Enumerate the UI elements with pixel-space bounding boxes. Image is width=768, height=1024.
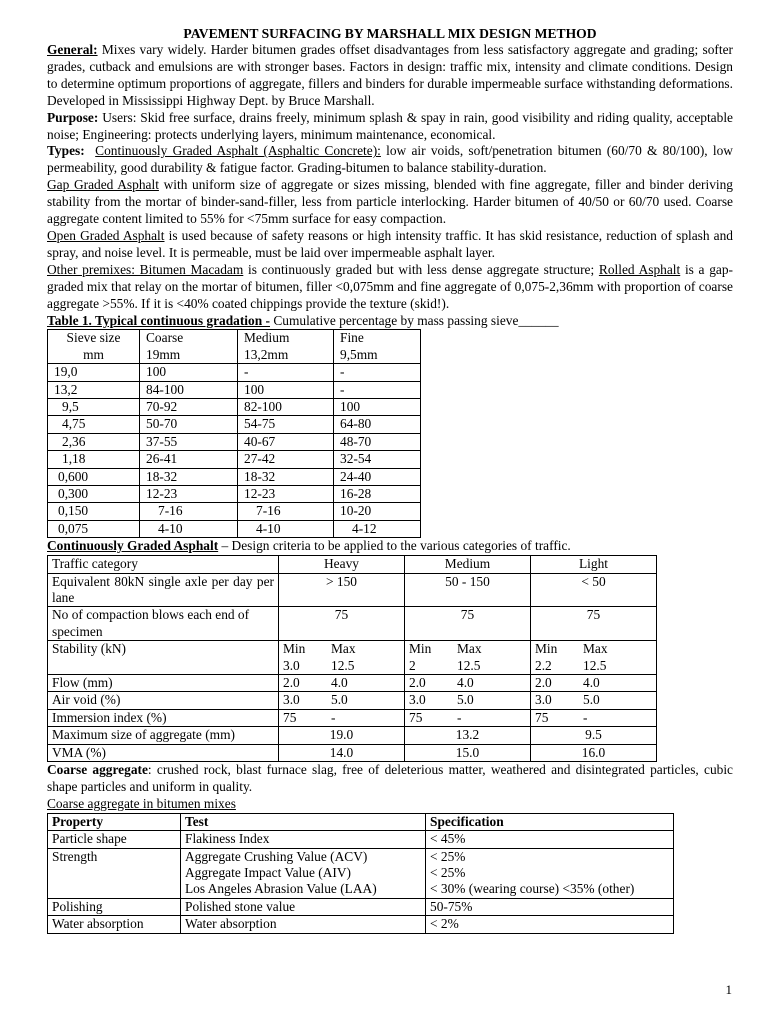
table-cell: Immersion index (%) — [48, 709, 279, 726]
table-row — [48, 848, 674, 898]
table2-caption — [47, 538, 733, 555]
table-cell: 70-92 — [140, 399, 238, 416]
general-text: Mixes vary widely. Harder bitumen grades offset disadvantages from less satisfactory aggregate and grading; softer grades, cutback and emulsions are with stronger bases. Factors in design: traffic mix, intensity and climate conditions. Design to determine optimum proportions of aggregate, fillers and binders for durable impermeable surface withstanding deformations. Developed in Mississippi Highway Dept. by Bruce Marshall. — [47, 42, 734, 108]
spec-value: < 25% — [430, 865, 466, 880]
table1-caption — [47, 313, 733, 330]
value: 2.0 — [409, 675, 426, 691]
table-cell: Fine — [334, 330, 421, 347]
value: 3.0 — [535, 692, 552, 708]
table-cell: < 50 — [531, 573, 657, 607]
page-number: 1 — [725, 982, 732, 997]
test-name: Water absorption — [185, 916, 277, 932]
table-cell: 100 — [334, 399, 421, 416]
table-cell: Equivalent 80kN single axle per day per lane — [48, 573, 279, 607]
spec-value: < 2% — [430, 916, 459, 932]
table-cell: 13,2 — [48, 381, 140, 398]
table-cell: 12-23 — [140, 486, 238, 503]
table-cell — [405, 692, 531, 709]
document-page — [47, 26, 733, 934]
table-cell: 4-10 — [140, 520, 238, 537]
table-cell: 9,5mm — [334, 347, 421, 364]
table-cell: 12-23 — [238, 486, 334, 503]
coarse-label: Coarse aggregate — [47, 762, 148, 778]
table-cell: 37-55 — [140, 433, 238, 450]
value: 12.5 — [331, 657, 355, 673]
rolled-label: Rolled Asphalt — [598, 261, 681, 277]
table-row — [48, 433, 421, 450]
value: - — [583, 709, 588, 725]
min-label: Min — [283, 641, 306, 657]
table-cell — [181, 916, 426, 933]
value: - — [331, 709, 336, 725]
table-row — [48, 556, 657, 573]
other-label: Other premixes: Bitumen Macadam — [47, 261, 244, 277]
other-text: is continuously graded but with less dense aggregate structure; — [248, 261, 595, 277]
table-cell: 48-70 — [334, 433, 421, 450]
table-cell: 14.0 — [279, 744, 405, 761]
table-row — [48, 831, 674, 848]
min-label: Min — [535, 641, 558, 657]
table-row — [48, 364, 421, 381]
purpose-label: Purpose: — [47, 109, 99, 125]
table-cell: Particle shape — [48, 831, 181, 848]
table-row — [48, 381, 421, 398]
table-cell: Air void (%) — [48, 692, 279, 709]
table-row — [48, 916, 674, 933]
table-cell: 75 — [531, 607, 657, 641]
table-cell — [181, 831, 426, 848]
table-row — [48, 641, 657, 675]
table-cell — [181, 898, 426, 915]
table-cell: 27-42 — [238, 451, 334, 468]
value: 12.5 — [583, 657, 607, 673]
table-row — [48, 607, 657, 641]
value: 2.0 — [535, 675, 552, 691]
value: 2 — [409, 657, 416, 673]
table-cell: 24-40 — [334, 468, 421, 485]
value: 4.0 — [331, 675, 348, 691]
table-cell — [279, 709, 405, 726]
design-criteria-table — [47, 555, 657, 762]
table-row — [48, 692, 657, 709]
table-cell: Maximum size of aggregate (mm) — [48, 727, 279, 744]
table-cell: 4,75 — [48, 416, 140, 433]
value: 75 — [535, 709, 549, 725]
max-label: Max — [457, 641, 482, 657]
value: 12.5 — [457, 657, 481, 673]
table-cell: 19.0 — [279, 727, 405, 744]
table-cell: 75 — [405, 607, 531, 641]
table2-caption-label: Continuously Graded Asphalt — [47, 538, 219, 554]
table-cell: Sieve size — [48, 330, 140, 347]
table-cell: 0,300 — [48, 486, 140, 503]
spec-value: < 25% — [430, 848, 466, 864]
general-label: General: — [47, 42, 98, 57]
value: 2.2 — [535, 657, 552, 673]
table-row — [48, 399, 421, 416]
table-row — [48, 727, 657, 744]
oga-paragraph — [47, 228, 733, 262]
value: 2.0 — [283, 675, 300, 691]
coarse-subheading: Coarse aggregate in bitumen mixes — [47, 795, 236, 811]
table-cell: Coarse — [140, 330, 238, 347]
table-header-row — [48, 347, 421, 364]
table-cell: 9.5 — [531, 727, 657, 744]
table-cell: 4-12 — [334, 520, 421, 537]
table-header: Specification — [426, 813, 674, 830]
table-cell: 2,36 — [48, 433, 140, 450]
table-cell: Heavy — [279, 556, 405, 573]
table-row — [48, 486, 421, 503]
table-cell: 75 — [279, 607, 405, 641]
table-cell: 64-80 — [334, 416, 421, 433]
table1-caption-bold: Table 1. Typical continuous gradation - — [47, 312, 270, 328]
value: 3.0 — [283, 692, 300, 708]
table-cell: 15.0 — [405, 744, 531, 761]
table2-caption-rest: – Design criteria to be applied to the various categories of traffic. — [221, 538, 571, 554]
table-cell: 7-16 — [140, 503, 238, 520]
table-row — [48, 709, 657, 726]
table-cell — [531, 675, 657, 692]
table-cell: 50 - 150 — [405, 573, 531, 607]
table-row — [48, 520, 421, 537]
table-cell — [279, 692, 405, 709]
table-cell: 0,150 — [48, 503, 140, 520]
table-cell — [426, 898, 674, 915]
table-cell: 10-20 — [334, 503, 421, 520]
table-cell: 0,600 — [48, 468, 140, 485]
table-row — [48, 503, 421, 520]
cga-text: low air voids, soft/penetration bitumen (60/70 & 80/100), low permeability, good durability & fatigue factor. Grading-bitumen to balance stability-duration. — [47, 143, 733, 176]
table-cell: - — [334, 381, 421, 398]
table-cell: Medium — [405, 556, 531, 573]
test-name: Los Angeles Abrasion Value (LAA) — [185, 881, 377, 897]
table-cell: 1,18 — [48, 451, 140, 468]
table-cell: 18-32 — [238, 468, 334, 485]
table-cell: 32-54 — [334, 451, 421, 468]
table-cell: 13,2mm — [238, 347, 334, 364]
table-cell — [405, 709, 531, 726]
purpose-paragraph — [47, 110, 733, 144]
gga-paragraph — [47, 177, 733, 228]
spec-value: < 30% (wearing course) <35% (other) — [430, 881, 635, 897]
gga-label: Gap Graded Asphalt — [47, 177, 159, 193]
value: 3.0 — [283, 657, 300, 673]
table-cell: Polishing — [48, 898, 181, 915]
general-paragraph — [47, 42, 733, 110]
table-cell — [531, 641, 657, 675]
rolled-text: is a gap-graded mix that relay on the mortar of bitumen, filler <0,075mm and fine aggregate of 0,075-2,36mm with proportion of coarse aggregate >55%. If it is <40% coated chippings provide the texture (skid!). — [47, 261, 733, 311]
test-name: Polished stone value — [185, 898, 296, 914]
table-row — [48, 468, 421, 485]
table-row — [48, 675, 657, 692]
table-cell: VMA (%) — [48, 744, 279, 761]
table-cell: 100 — [140, 364, 238, 381]
spec-value: < 45% — [430, 831, 466, 847]
max-label: Max — [331, 641, 356, 657]
table-cell — [405, 641, 531, 675]
table-cell: 7-16 — [238, 503, 334, 520]
cga-label: Continuously Graded Asphalt (Asphaltic Concrete): — [95, 143, 381, 159]
test-name: Aggregate Crushing Value (ACV) — [185, 848, 368, 864]
table-cell: Traffic category — [48, 556, 279, 573]
table-cell: Medium — [238, 330, 334, 347]
table-header: Property — [48, 813, 181, 830]
table-cell — [426, 831, 674, 848]
types-paragraph — [47, 143, 733, 177]
table-cell: 19,0 — [48, 364, 140, 381]
aggregate-table — [47, 813, 674, 934]
table-cell: Light — [531, 556, 657, 573]
table-row — [48, 416, 421, 433]
table-cell: Strength — [48, 848, 181, 898]
table-cell — [426, 916, 674, 933]
table-cell: 26-41 — [140, 451, 238, 468]
table-cell: 13.2 — [405, 727, 531, 744]
other-paragraph — [47, 262, 733, 313]
table-cell: 100 — [238, 381, 334, 398]
table-cell — [426, 848, 674, 898]
value: 75 — [283, 709, 297, 725]
table-cell: Stability (kN) — [48, 641, 279, 675]
table-cell — [279, 641, 405, 675]
table-cell: 0,075 — [48, 520, 140, 537]
table-row — [48, 451, 421, 468]
page-title: PAVEMENT SURFACING BY MARSHALL MIX DESIGN METHOD — [183, 26, 597, 41]
table-cell: Water absorption — [48, 916, 181, 933]
value: 5.0 — [583, 692, 600, 708]
table-cell — [279, 675, 405, 692]
oga-text: is used because of safety reasons or high intensity traffic. It has skid resistance, reduction of splash and spray, and noise level. It is permeable, must be laid over impermeable asphalt layer. — [47, 227, 734, 260]
value: 5.0 — [457, 692, 474, 708]
table-cell — [181, 848, 426, 898]
value: 5.0 — [331, 692, 348, 708]
max-label: Max — [583, 641, 608, 657]
test-name: Aggregate Impact Value (AIV) — [185, 865, 351, 880]
table-header-row — [48, 330, 421, 347]
table-cell: 50-70 — [140, 416, 238, 433]
min-label: Min — [409, 641, 432, 657]
table-cell: 9,5 — [48, 399, 140, 416]
value: 75 — [409, 709, 423, 725]
table-cell: 18-32 — [140, 468, 238, 485]
table-cell: > 150 — [279, 573, 405, 607]
purpose-text: Users: Skid free surface, drains freely, minimum splash & spay in rain, good visibility and riding quality, acceptable noise; Engineering: protects underlying layers, minimum maintenance, economical. — [47, 109, 733, 142]
gradation-table — [47, 329, 421, 538]
table-cell: - — [334, 364, 421, 381]
table-cell: 4-10 — [238, 520, 334, 537]
table-cell — [405, 675, 531, 692]
types-label: Types: — [47, 143, 85, 159]
table1-caption-rest: Cumulative percentage by mass passing sieve______ — [273, 312, 559, 328]
test-name: Flakiness Index — [185, 831, 270, 847]
table-cell: Flow (mm) — [48, 675, 279, 692]
table-cell: 40-67 — [238, 433, 334, 450]
coarse-paragraph — [47, 762, 733, 796]
table-row — [48, 744, 657, 761]
table-header: Test — [181, 813, 426, 830]
table-row — [48, 573, 657, 607]
table-cell: 82-100 — [238, 399, 334, 416]
table-cell: No of compaction blows each end of specimen — [48, 607, 279, 641]
oga-label: Open Graded Asphalt — [47, 227, 165, 243]
value: 4.0 — [583, 675, 600, 691]
table-row — [48, 898, 674, 915]
value: - — [457, 709, 462, 725]
table-cell — [531, 709, 657, 726]
table-cell: - — [238, 364, 334, 381]
value: 3.0 — [409, 692, 426, 708]
value: 4.0 — [457, 675, 474, 691]
coarse-text: : crushed rock, blast furnace slag, free of deleterious matter, weathered and disintegrated particles, cubic shape particles and uniform in quality. — [47, 762, 734, 794]
table-cell: 19mm — [140, 347, 238, 364]
table-cell: mm — [48, 347, 140, 364]
table-header-row — [48, 813, 674, 830]
table-cell: 84-100 — [140, 381, 238, 398]
spec-value: 50-75% — [430, 898, 473, 914]
table-cell: 54-75 — [238, 416, 334, 433]
table-cell: 16.0 — [531, 744, 657, 761]
table-cell: 16-28 — [334, 486, 421, 503]
gga-text: with uniform size of aggregate or sizes missing, blended with fine aggregate, filler and binder deriving stability from the mortar of binder-sand-filler, less from particle interlocking. Harder bitumen of 40/50 or 60/70 used. Coarse aggregate content limited to 55% for <75mm surface for easy compaction. — [47, 177, 733, 227]
table-cell — [531, 692, 657, 709]
